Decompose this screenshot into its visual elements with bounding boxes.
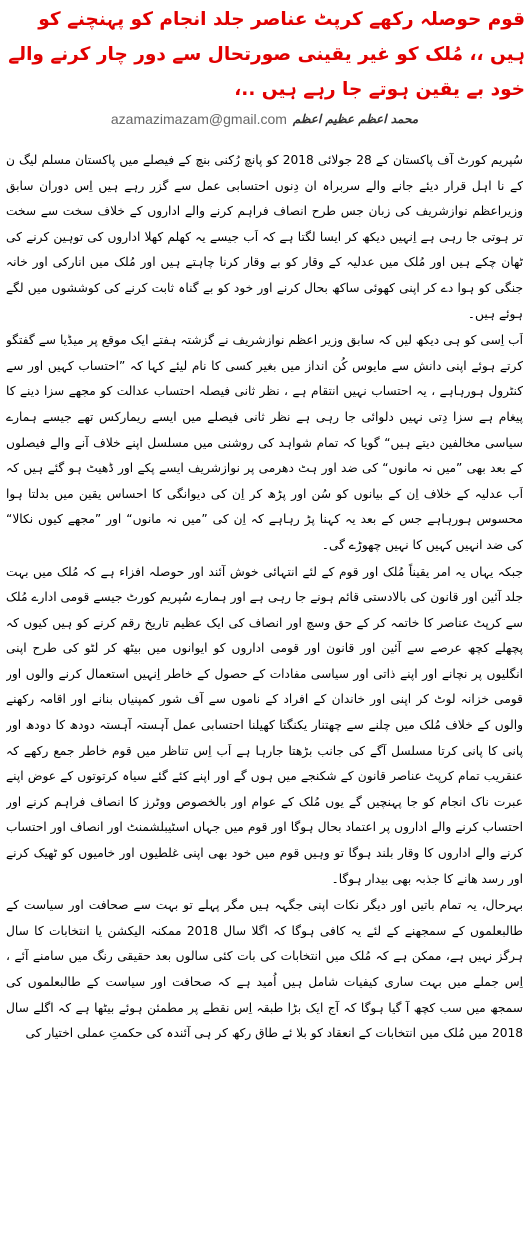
author-email: azamazimazam@gmail.com [110, 111, 287, 127]
author-name: محمد اعظم عظیم اعظم [292, 112, 419, 126]
byline [4, 106, 525, 132]
article-paragraph: اَب اِسی کو ہی دیکھ لیں کہ سابق وزیر اعظم نوازشریف نے گزشتہ ہفتے ایک موقع پر میڈیا سے گفتگو کرتے ہوئے اپنی دانش سے مایوس کُن انداز میں بغیر کسی کا نام لیئے کہا کہ ”احتساب کہیں اور سے کنٹرول ہورہاہے ، یہ احتساب نہیں انتقام ہے ، نظر ثانی فیصلہ احتساب عدالت کو مجھے سزا دینے کا پیغام ہے سزا دِتی نہیں دلوائی جا رہی ہے نظر ثانی فیصلے میں ایسے ریمارکس تھے جیسے ہمارے سیاسی مخالفین دیتے ہیں“ گویا کہ تمام شواہد کی روشنی میں مسلسل اپنے خلاف آنے والے فیصلوں کے بعد بھی ”میں نہ مانوں“ کی ضد اور ہٹ دھرمی پر نوازشریف ایسے پکے اور ڈھیٹ ہو گئے ہیں کہ اَب عدلیہ کے خلاف اِن کے بیانوں کو سُن اور پڑھ کر اِن کی دیوانگی کا احساس یقین میں بدلتا ہوا محسوس ہورہاہے جس کے بعد یہ کہنا پڑ رہاہے کہ اِن کی ”میں نہ مانوں“ اور ”مجھے کیوں نکالا“ کی ضد انہیں کہیں کا نہیں چھوڑے گی۔ [6, 333, 523, 552]
article-paragraph: بہرحال، یہ تمام باتیں اور دیگر نکات اپنی جگہہ ہیں مگر پہلے تو بہت سے صحافت اور سیاست کے طالبعلموں کے سمجھنے کے لئے یہ کافی ہوگا کہ اگلا سال 2018 ممکنہ الیکشن یا انتخابات کا سال ہرگز نہیں ہے، ممکن ہے کہ مُلک میں انتخابات کی بات کئی سالوں بعد حقیقی رنگ میں سامنے آئے ، اِس جملے میں بہت ساری کیفیات شامل ہیں اُمید ہے کہ صحافت اور سیاست کے طالبعلموں کی سمجھ میں سب کچھ آ گیا ہوگا کہ آج ایک بڑا طبقہ اِس نقطے پر مطمئن ہوئے بیٹھا ہے کہ اگلے سال 2018 میں مُلک میں انتخابات کے انعقاد کو بلا ئے طاق رکھ کر ہی آئندہ کی حکمتِ عملی اختیار کی [6, 898, 523, 1041]
article-body [6, 148, 523, 1256]
article-paragraph: جبکہ یہاں یہ امر یقیناً مُلک اور قوم کے لئے انتہائی خوش آئند اور حوصلہ افزاء ہے کہ مُلک میں بہت جلد آئین اور قانون کی بالادستی قائم ہونے جا رہی ہے اور ہمارے سُپریم کورٹ جیسے قومی ادارے مُلک سے کرپٹ عناصر کا خاتمہ کر کے حق وسچ اور انصاف کی ایک عظیم تاریخ رقم کرنے کو ہیں کیوں کہ پچھلے کچھ عرصے سے آئین اور قانون اور قومی اداروں کو ایوانوں میں بیٹھ کر لٹو کی طرح اپنی انگلیوں پر نچانے اور اپنے ذاتی اور سیاسی مفادات کے حصول کے خاطر اِنہیں استعمال کرنے والوں اور قومی خزانہ لوٹ کر اپنی اور خاندان کے افراد کے ناموں سے آف شور کمپنیاں بنانے اور اقامہ رکھنے والوں کے خلاف مُلک میں چلنے سے چھتنار یکنگتا کھیلنا احتسابی عمل آہستہ آہستہ دودھ کا دودھ اور پانی کا پانی کرتا مسلسل آگے کی جانب بڑھتا جارہا ہے اَب اِس تناظر میں قوم خاطر جمع رکھے کہ عنقریب تمام کرپٹ عناصر قانون کے شکنجے میں ہوں گے اور اپنے کئے گئے سیاہ کرتوتوں کے عوض اپنے عبرت ناک انجام کو جا پہنچیں گے یوں مُلک کے عوام اور بالخصوص ووٹرز کا انصاف فراہم کرنے اور احتساب کرنے والے اداروں پر اعتماد بحال ہوگا اور قوم میں جہاں اسٹیبلشمنٹ اور انصاف اور احتساب کرنے والے اداروں کا وقار بلند ہوگا تو وہیں قوم میں خود بھی اپنی غلطیوں اور خامیوں کو ٹھیک کرنے اور رسد ھانے کا جذبہ بھی بیدار ہوگا۔ [6, 564, 523, 886]
headline: قوم حوصلہ رکھے کرپٹ عناصر جلد انجام کو پہنچنے کو ہیں ،، مُلک کو غیر یقینی صورتحال سے دور چار کرنے والے خود بے یقین ہوتے جا رہے ہیں ..، [8, 9, 525, 100]
article-paragraph: سُپریم کورٹ آف پاکستان کے 28 جولائی 2018 کو پانچ رُکنی بنچ کے فیصلے میں پاکستان مسلم لیگ ن کے نا اہل قرار دیئے جانے والے سربراہ ان دِنوں احتسابی عمل سے گزر رہے ہیں اِس دوران سابق وزیراعظم نوازشریف کی زبان جس طرح انصاف فراہم کرنے والے اداروں کے خلاف سخت سے سخت تر ہوتی جا رہی ہے اِنہیں دیکھ کر ایسا لگتا ہے کہ اَب جیسے یہ کھلم کھلا اداروں کی توہین کرنے کی ٹھان چکے ہیں اور مُلک میں عدلیہ کے وقار کو بے وقار کرنا چاہتے ہیں اور مُلک میں انارکی اور خانہ جنگی کو ہوا دے کر اپنی کھوئی ساکھ بحال کرنے اور خود کو بے گناہ ثابت کرنے کی کوششوں میں لگے ہوئے ہیں۔ [6, 153, 523, 321]
